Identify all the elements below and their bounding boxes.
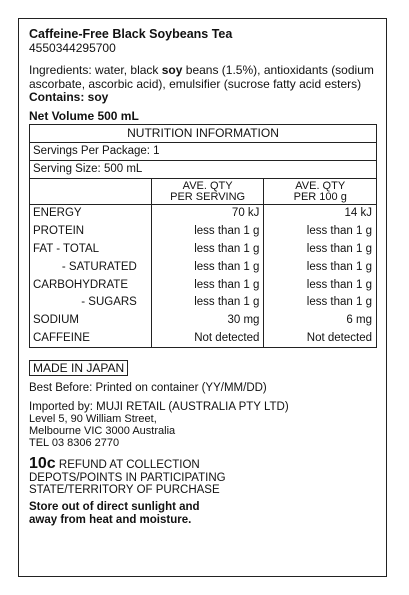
nutrition-title: NUTRITION INFORMATION: [30, 125, 377, 143]
ingredients-prefix: Ingredients: water, black: [29, 63, 162, 77]
nutrient-label: - SATURATED: [30, 258, 152, 276]
nutrient-per-100g: Not detected: [264, 330, 377, 348]
nutrient-label: FAT - TOTAL: [30, 241, 152, 259]
refund-line1: REFUND AT COLLECTION: [55, 459, 200, 472]
country-of-origin-badge: MADE IN JAPAN: [29, 360, 128, 376]
nutrient-per-100g: 6 mg: [264, 312, 377, 330]
allergen-soy: soy: [161, 63, 183, 77]
nutrient-per-serving: 30 mg: [151, 312, 264, 330]
net-volume: Net Volume 500 mL: [29, 109, 139, 123]
label-content: [29, 27, 377, 527]
nutrient-label: ENERGY: [30, 205, 152, 223]
nutrient-label: - SUGARS: [30, 294, 152, 312]
nutrient-label: PROTEIN: [30, 223, 152, 241]
refund-amount: 10c: [29, 455, 56, 473]
table-row: [30, 330, 377, 348]
refund-notice: [29, 455, 377, 497]
importer-name: Imported by: MUJI RETAIL (AUSTRALIA PTY LTD): [29, 401, 289, 414]
product-name: Caffeine-Free Black Soybeans Tea: [29, 27, 233, 41]
ingredients-text: [29, 64, 377, 91]
servings-per-package: Servings Per Package: 1: [30, 143, 377, 161]
importer-address-line2: Melbourne VIC 3000 Australia: [29, 424, 176, 437]
nutrient-per-serving: less than 1 g: [151, 258, 264, 276]
refund-line3: STATE/TERRITORY OF PURCHASE: [29, 484, 220, 497]
storage-line1: Store out of direct sunlight and: [29, 500, 200, 513]
importer-block: [29, 401, 377, 449]
table-row: [30, 241, 377, 259]
nutrient-per-serving: less than 1 g: [151, 223, 264, 241]
table-row: [30, 312, 377, 330]
table-row: [30, 223, 377, 241]
importer-phone: TEL 03 8306 2770: [29, 437, 120, 450]
storage-line2: away from heat and moisture.: [29, 513, 192, 526]
allergen-statement: Contains: soy: [29, 90, 109, 104]
col-100-line1: AVE. QTY: [295, 180, 346, 192]
importer-address-line1: Level 5, 90 William Street,: [29, 413, 157, 426]
nutrient-per-100g: less than 1 g: [264, 294, 377, 312]
refund-line2: DEPOTS/POINTS IN PARTICIPATING: [29, 471, 226, 484]
nutrition-table: [29, 124, 377, 348]
nutrient-label: SODIUM: [30, 312, 152, 330]
nutrient-label: CAFFEINE: [30, 330, 152, 348]
best-before: Best Before: Printed on container (YY/MM/DD): [29, 382, 267, 395]
barcode-number: 4550344295700: [29, 41, 116, 55]
column-header-per-serving: [151, 179, 264, 205]
col-serving-line1: AVE. QTY: [182, 180, 233, 192]
table-row: [30, 258, 377, 276]
nutrient-per-100g: less than 1 g: [264, 223, 377, 241]
nutrient-per-serving: less than 1 g: [151, 294, 264, 312]
ingredients-suffix: beans (1.5%), antioxidants (sodium ascorbate, ascorbic acid), emulsifier (sucrose fatty acid esters): [29, 63, 374, 91]
nutrient-per-serving: Not detected: [151, 330, 264, 348]
col-100-line2: PER 100 g: [293, 191, 347, 203]
nutrient-per-100g: less than 1 g: [264, 258, 377, 276]
nutrient-label: CARBOHYDRATE: [30, 276, 152, 294]
table-row: [30, 294, 377, 312]
table-row: [30, 276, 377, 294]
product-label: [18, 18, 387, 577]
column-header-per-100g: [264, 179, 377, 205]
nutrient-per-100g: 14 kJ: [264, 205, 377, 223]
nutrient-per-serving: less than 1 g: [151, 241, 264, 259]
storage-instructions: [29, 501, 377, 527]
serving-size: Serving Size: 500 mL: [30, 161, 377, 179]
table-row: [30, 205, 377, 223]
nutrient-per-100g: less than 1 g: [264, 276, 377, 294]
nutrient-per-serving: 70 kJ: [151, 205, 264, 223]
nutrient-per-serving: less than 1 g: [151, 276, 264, 294]
col-serving-line2: PER SERVING: [170, 191, 246, 203]
column-header-blank: [30, 179, 152, 205]
nutrient-per-100g: less than 1 g: [264, 241, 377, 259]
